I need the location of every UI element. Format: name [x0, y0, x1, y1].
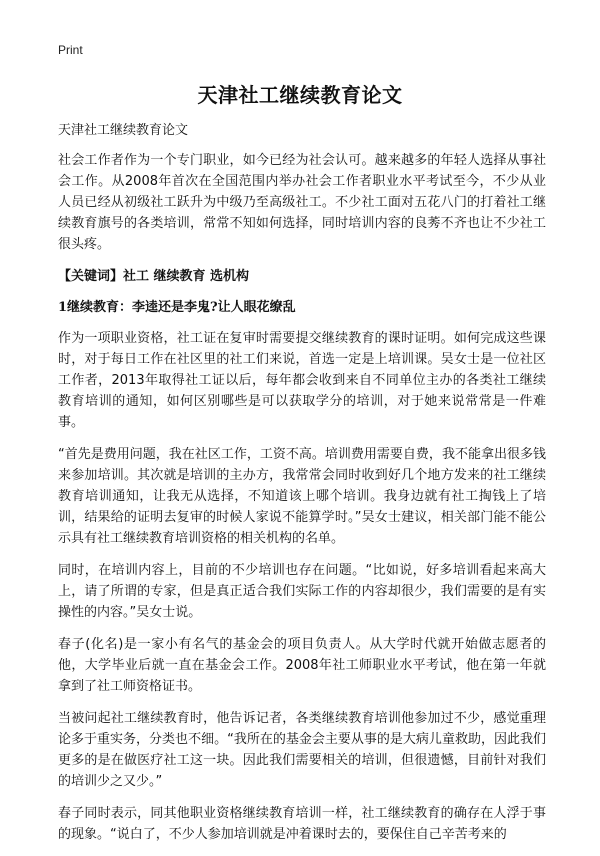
article-body	[58, 120, 546, 856]
body-paragraph: 春子同时表示，同其他职业资格继续教育培训一样，社工继续教育的确存在人浮于事的现象。“说白了，不少人参加培训就是冲着课时去的，要保住自己辛苦考来的	[58, 806, 546, 842]
body-paragraph: 作为一项职业资格，社工证在复审时需要提交继续教育的课时证明。如何完成这些课时，对于每日工作在社区里的社工们来说，首选一定是上培训课。吴女士是一位社区工作者，2013年取得社工证以后，每年都会收到来自不同单位主办的各类社工继续教育培训的通知，如何区别哪些是可以获取学分的培训，对于她来说常常是一件难事。	[58, 331, 546, 430]
body-paragraph: 同时，在培训内容上，目前的不少培训也存在问题。“比如说，好多培训看起来高大上，请了所谓的专家，但是真正适合我们实际工作的内容却很少，我们需要的是有实操性的内容。”吴女士说。	[58, 563, 546, 620]
article-subtitle: 天津社工继续教育论文	[58, 123, 189, 138]
intro-paragraph: 社会工作者作为一个专门职业，如今已经为社会认可。越来越多的年轻人选择从事社会工作。从2008年首次在全国范围内举办社会工作者职业水平考试至今，不少从业人员已经从初级社工跃升为中级乃至高级社工。不少社工面对五花八门的打着社工继续教育旗号的各类培训，常常不知如何选择，同时培训内容的良莠不齐也让不少社工很头疼。	[58, 153, 546, 252]
print-link[interactable]: Print	[58, 43, 83, 57]
body-paragraph: “首先是费用问题，我在社区工作，工资不高。培训费用需要自费，我不能拿出很多钱来参加培训。其次就是培训的主办方，我常常会同时收到好几个地方发来的社工继续教育培训通知，让我无从选择，不知道该上哪个培训。我身边就有社工掏钱上了培训，结果给的证明去复审的时候人家说不能算学时。”吴女士建议，相关部门能不能公示具有社工继续教育培训资格的相关机构的名单。	[58, 447, 546, 546]
keywords: 【关键词】社工 继续教育 选机构	[58, 269, 250, 284]
page-title: 天津社工继续教育论文	[197, 83, 403, 107]
body-paragraph: 春子(化名)是一家小有名气的基金会的项目负责人。从大学时代就开始做志愿者的他，大学毕业后就一直在基金会工作。2008年社工师职业水平考试，他在第一年就拿到了社工师资格证书。	[58, 637, 546, 694]
body-paragraph: 当被问起社工继续教育时，他告诉记者，各类继续教育培训他参加过不少，感觉重理论多于重实务，分类也不细。“我所在的基金会主要从事的是大病儿童救助，因此我们更多的是在做医疗社工这一块。因此我们需要相关的培训，但很遗憾，目前针对我们的培训少之又少。”	[58, 711, 546, 789]
section-heading: 1继续教育：李逵还是李鬼?让人眼花缭乱	[58, 300, 296, 315]
